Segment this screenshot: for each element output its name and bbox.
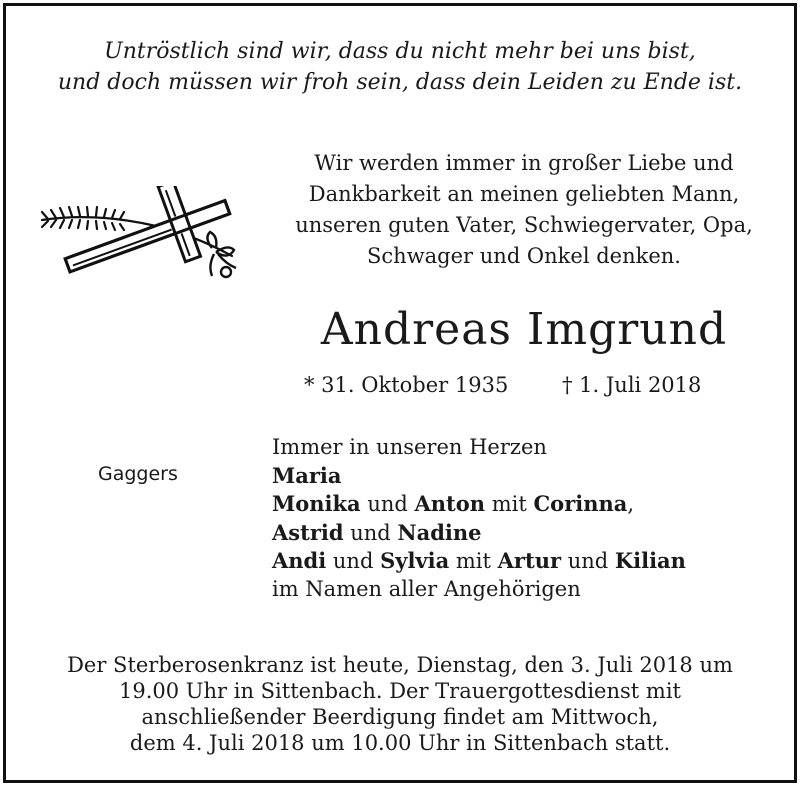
mourners-line-1 [272,462,792,491]
intro-text [252,148,796,272]
mourners-list [272,434,792,603]
death-date: † 1. Juli 2018 [562,373,702,397]
mourner-name: Artur [497,548,562,573]
place-name: Gaggers [98,463,178,485]
notice-line-1: Der Sterberosenkranz ist heute, Dienstag, den 3. Juli 2018 um [67,653,733,677]
intro-line-2: Dankbarkeit an meinen geliebten Mann, [308,182,740,206]
mourners-heading: Immer in unseren Herzen [272,435,547,459]
mourner-name: Nadine [397,519,482,545]
mourner-name: Astrid [272,519,344,545]
mourner-name: Maria [272,462,342,488]
mourner-name: Kilian [614,548,686,573]
motto-line-2: und doch müssen wir froh sein, dass dein Leiden zu Ende ist. [57,70,743,95]
connector: und [343,520,398,545]
motto-quote [6,36,794,98]
mourner-name: Andi [272,548,327,573]
notice-line-2: 19.00 Uhr in Sittenbach. Der Trauergottesdienst mit [119,679,681,703]
mourner-name: Monika [272,491,361,516]
birth-date: * 31. Oktober 1935 [304,373,509,397]
mourner-name: Corinna [533,491,628,516]
punctuation: , [627,492,635,516]
connector: mit [449,549,498,573]
funeral-notice [6,652,794,756]
motto-line-1: Untröstlich sind wir, dass du nicht mehr bei uns bist, [104,39,696,64]
connector: und [360,492,415,516]
intro-line-3: unseren guten Vater, Schwiegervater, Opa, [295,213,753,237]
mourners-closing: im Namen aller Angehörigen [272,576,581,601]
notice-line-4: dem 4. Juli 2018 um 10.00 Uhr in Sittenbach statt. [129,731,671,755]
mourner-name: Sylvia [380,548,450,573]
notice-line-3: anschließender Beerdigung findet am Mittwoch, [141,705,659,729]
mourners-line-2 [272,490,792,519]
intro-line-4: Schwager und Onkel denken. [367,244,681,268]
connector: mit [485,492,534,516]
connector: und [326,549,381,573]
cross-with-palm-branch-icon [36,186,256,286]
mourners-line-4 [272,547,792,576]
deceased-name: Andreas Imgrund [320,304,728,355]
mourners-line-3 [272,519,792,548]
intro-line-1: Wir werden immer in großer Liebe und [314,151,734,175]
obituary-notice [3,3,797,783]
mourner-name: Anton [414,491,486,516]
connector: und [561,549,615,573]
